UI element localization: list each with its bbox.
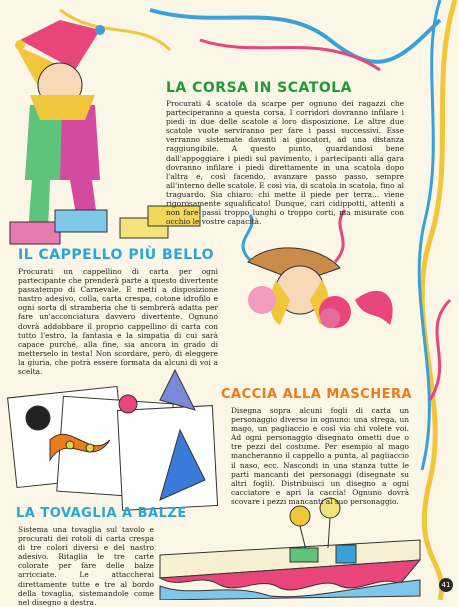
section-text-cappello: Procurati un cappellino di carta per ogni partecipante che prenderà parte a questo divertente passatempo di Carnevale. E metti a disposizione nastro adesivo, colla, carta crespa, cotone idrofilo e ogni sorta di stramberia che ti sembrerà adatta per fare un'acconciatura davvero divertente. Ognuno dovrà addobbare il proprio cappellino di carta con tutto l'estro, la fantasia e la simpatia di cui sarà capace purché, alla fine, sia ancora in grado di metterselo in testa! Non scordare, però, di eleggere la giuria, che potrà essere formata da alcuni di voi a scelta. — [18, 267, 218, 377]
section-title-tovaglia: LA TOVAGLIA A BALZE — [16, 506, 187, 521]
section-title-corsa: LA CORSA IN SCATOLA — [166, 80, 352, 96]
table-ruffles-illustration — [160, 498, 420, 600]
streamer-top — [60, 10, 440, 70]
flower-illustration — [320, 291, 393, 328]
section-text-caccia: Disegna sopra alcuni fogli di carta un personaggio diverso in ognuno: una strega, un mago, un pagliaccio e così via chi volete voi. Ad ogni personaggio disegnato ometti due o tre pezzi del costume. Per esempio al mago mancheranno il cappello a punta, al pagliaccio il naso, ecc. Nascondi in una stanza tutte le parti mancanti dei personaggi (disegnate su altri fogli). Distribuisci un disegno a ogni cacciatore e apri la caccia! Ognuno dovrà scovare i pezzi mancanti al suo personaggio. — [231, 406, 409, 506]
section-text-corsa: Procurati 4 scatole da scarpe per ognuno dei ragazzi che parteciperanno a questa corsa. I corridori dovranno infilare i piedi in due delle scatole a loro disposizione. Le altre due scatole vuote serviranno per fare i passi successivi. Esse verranno sistemate davanti ai giocatori, ad una distanza raggiungibile. A questo punto, guardandosi bene dall'appoggiare i piedi sul pavimento, i partecipanti alla gara dovranno infilare i piedi direttamente in una scatola dopo l'altra e, così facendo, avanzare passo passo, sempre all'interno delle scatole. E così via, di scatola in scatola, fino al traguardo. Sia chiaro: chi mette il piede per terra... viene rigorosamente squalificato! Dunque, cari cidippotti, attenti a non fare passi troppo lunghi o troppo corti, ma misurate con occhio le vostre capacità. — [166, 99, 404, 227]
streamer-right — [419, 0, 455, 600]
section-title-cappello: IL CAPPELLO PIÙ BELLO — [18, 247, 215, 263]
mask-sheets-illustration — [8, 370, 218, 510]
page-number: 41 — [439, 578, 453, 592]
jester-illustration — [15, 20, 105, 232]
section-title-caccia: CACCIA ALLA MASCHERA — [221, 387, 413, 402]
section-text-tovaglia: Sistema una tovaglia sul tavolo e procurati dei rotoli di carta crespa di tre colori diversi e del nastro adesivo. Ritaglia le tre carte colorate per fare delle balze arricciate. Le attaccherai direttamente tutte e tre al bordo della tovaglia, sistemandole come nel disegno a destra. — [18, 525, 154, 607]
